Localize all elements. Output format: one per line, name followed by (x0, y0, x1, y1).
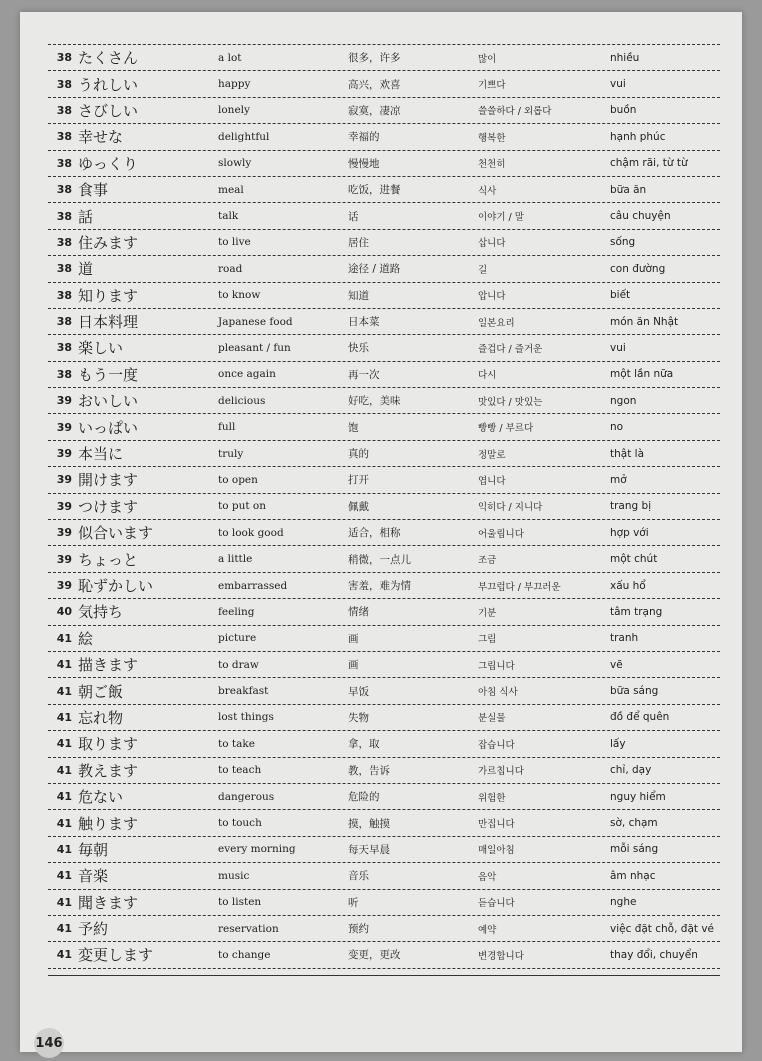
korean-translation: 분실물 (478, 713, 506, 725)
vocab-row (48, 916, 720, 942)
japanese-word: ゆっくり (78, 154, 138, 173)
japanese-word: 変更します (78, 946, 154, 965)
korean-translation: 기분 (478, 607, 497, 619)
chinese-translation: 打开 (348, 474, 369, 487)
english-translation: to put on (218, 500, 267, 513)
korean-translation: 위험한 (478, 792, 506, 804)
entry-number: 39 (56, 499, 72, 513)
english-translation: music (218, 869, 250, 882)
chinese-translation: 听 (348, 896, 359, 909)
vocab-row (48, 71, 720, 97)
japanese-word: 絵 (78, 629, 94, 648)
english-translation: to touch (218, 817, 262, 830)
korean-translation: 예약 (478, 924, 497, 936)
entry-number: 41 (56, 737, 72, 751)
japanese-word: 開けます (78, 471, 139, 490)
chinese-translation: 变更，更改 (348, 949, 401, 962)
vietnamese-translation: no (610, 421, 624, 434)
chinese-translation: 高兴，欢喜 (348, 78, 401, 91)
english-translation: to draw (218, 658, 259, 671)
vocab-row (48, 256, 720, 282)
entry-number: 39 (56, 579, 72, 592)
entry-number: 39 (56, 552, 72, 566)
english-translation: to change (218, 948, 271, 961)
english-translation: lost things (218, 711, 274, 724)
chinese-translation: 教，告诉 (348, 764, 390, 777)
entry-number: 39 (56, 420, 72, 434)
japanese-word: つけます (78, 497, 139, 516)
vietnamese-translation: nguy hiểm (610, 790, 666, 803)
vocab-row (48, 705, 720, 731)
chinese-translation: 早饭 (348, 685, 369, 698)
vocab-row (48, 283, 720, 309)
vietnamese-translation: bữa ăn (610, 183, 647, 196)
entry-number: 39 (56, 526, 72, 540)
vocab-row (48, 151, 720, 177)
vietnamese-translation: xấu hổ (610, 579, 646, 592)
vietnamese-translation: mở (610, 473, 627, 486)
entry-number: 38 (56, 130, 72, 144)
entry-number: 38 (56, 183, 72, 197)
vocab-row (48, 890, 720, 916)
vietnamese-translation: vui (610, 78, 626, 91)
japanese-word: いっぱい (78, 418, 139, 437)
chinese-translation: 稍微，一点儿 (348, 553, 411, 566)
english-translation: feeling (218, 605, 255, 618)
entry-number: 41 (56, 816, 72, 830)
vietnamese-translation: thật là (610, 447, 645, 460)
english-translation: to listen (218, 896, 262, 909)
vietnamese-translation: hạnh phúc (610, 130, 666, 143)
entry-number: 38 (56, 235, 72, 249)
entry-number: 38 (56, 262, 72, 276)
japanese-word: 道 (78, 260, 94, 279)
english-translation: to open (218, 473, 258, 486)
vocab-row (48, 309, 720, 335)
vietnamese-translation: biết (610, 289, 631, 302)
korean-translation: 아침 식사 (478, 687, 518, 699)
english-translation: a little (218, 553, 253, 566)
vocab-row (48, 678, 720, 704)
korean-translation: 빵빵 / 부르다 (478, 423, 534, 435)
korean-translation: 매일아침 (478, 845, 515, 857)
vietnamese-translation: bữa sáng (610, 685, 659, 698)
vietnamese-translation: nghe (610, 896, 637, 909)
korean-translation: 길 (478, 264, 488, 276)
vietnamese-translation: lấy (610, 737, 626, 750)
entry-number: 41 (56, 922, 72, 936)
korean-translation: 천천히 (478, 159, 506, 171)
vietnamese-translation: vẽ (610, 658, 623, 671)
vocab-row (48, 467, 720, 493)
vietnamese-translation: con đường (610, 262, 666, 275)
entry-number: 38 (56, 315, 72, 329)
page-number: 146 (34, 1028, 64, 1058)
korean-translation: 부끄럽다 / 부끄러운 (478, 581, 561, 593)
korean-translation: 잡습니다 (478, 739, 515, 751)
vocab-row (48, 441, 720, 467)
vietnamese-translation: âm nhạc (610, 869, 656, 882)
chinese-translation: 真的 (348, 448, 369, 461)
korean-translation: 변경합니다 (478, 950, 524, 962)
vocab-row (48, 573, 720, 599)
japanese-word: 幸せな (78, 128, 124, 147)
vocab-row (48, 520, 720, 546)
korean-translation: 음악 (478, 871, 497, 883)
vocab-row (48, 177, 720, 203)
english-translation: truly (218, 447, 244, 460)
chinese-translation: 饱 (348, 421, 359, 434)
chinese-translation: 日本菜 (348, 316, 380, 329)
entry-number: 38 (56, 156, 72, 170)
japanese-word: 聞きます (78, 893, 139, 912)
chinese-translation: 音乐 (348, 870, 369, 883)
english-translation: embarrassed (218, 579, 288, 592)
english-translation: reservation (218, 922, 279, 935)
english-translation: to take (218, 737, 255, 750)
chinese-translation: 居住 (348, 236, 369, 249)
english-translation: pleasant / fun (218, 341, 291, 354)
vietnamese-translation: sờ, chạm (610, 817, 658, 830)
chinese-translation: 寂寞，凄凉 (348, 104, 401, 117)
vietnamese-translation: sống (610, 236, 636, 249)
vietnamese-translation: đồ để quên (610, 711, 670, 724)
korean-translation: 행복한 (478, 132, 506, 144)
english-translation: talk (218, 210, 239, 223)
japanese-word: 本当に (78, 445, 124, 464)
vietnamese-translation: thay đổi, chuyển (610, 948, 698, 961)
chinese-translation: 幸福的 (348, 131, 380, 144)
japanese-word: 毎朝 (78, 840, 109, 859)
english-translation: to look good (218, 526, 284, 539)
vietnamese-translation: món ăn Nhật (610, 315, 679, 328)
japanese-word: もう一度 (78, 365, 139, 384)
vietnamese-translation: chậm rãi, từ từ (610, 157, 688, 170)
vietnamese-translation: chỉ, dạy (610, 764, 652, 777)
chinese-translation: 画 (348, 659, 359, 672)
english-translation: meal (218, 183, 244, 196)
english-translation: delicious (218, 394, 266, 407)
korean-translation: 쓸쓸하다 / 외롭다 (478, 106, 552, 118)
korean-translation: 정말로 (478, 449, 506, 461)
entry-number: 41 (56, 842, 72, 856)
entry-number: 41 (56, 763, 72, 777)
japanese-word: ちょっと (78, 550, 139, 569)
korean-translation: 맛있다 / 맛있는 (478, 396, 543, 408)
entry-number: 39 (56, 394, 72, 408)
english-translation: full (218, 421, 236, 434)
vocab-row (48, 98, 720, 124)
korean-translation: 듣습니다 (478, 898, 515, 910)
vietnamese-translation: trang bị (610, 500, 652, 513)
japanese-word: たくさん (78, 49, 139, 68)
japanese-word: 音楽 (78, 867, 109, 886)
vocab-row (48, 362, 720, 388)
chinese-translation: 情绪 (348, 606, 369, 619)
japanese-word: 朝ご飯 (78, 682, 124, 701)
korean-translation: 다시 (478, 370, 497, 382)
japanese-word: 気持ち (78, 603, 124, 622)
entry-number: 38 (56, 367, 72, 381)
english-translation: every morning (218, 843, 296, 856)
bottom-rule (48, 975, 720, 976)
vietnamese-translation: buồn (610, 104, 637, 117)
japanese-word: おいしい (78, 392, 139, 411)
chinese-translation: 途径 / 道路 (348, 263, 401, 276)
book-page (20, 12, 742, 1052)
chinese-translation: 再一次 (348, 368, 380, 381)
vocab-row (48, 414, 720, 440)
entry-number: 41 (56, 895, 72, 909)
entry-number: 41 (56, 790, 72, 804)
vocab-row (48, 599, 720, 625)
korean-translation: 일본요리 (478, 317, 515, 329)
english-translation: to know (218, 289, 261, 302)
chinese-translation: 慢慢地 (348, 157, 380, 170)
japanese-word: 日本料理 (78, 313, 139, 332)
english-translation: lonely (218, 104, 250, 117)
korean-translation: 그림 (478, 634, 497, 646)
english-translation: road (218, 262, 243, 275)
english-translation: breakfast (218, 685, 269, 698)
korean-translation: 익히다 / 지니다 (478, 502, 543, 514)
japanese-word: さびしい (78, 101, 139, 120)
japanese-word: 忘れ物 (78, 708, 124, 727)
japanese-word: うれしい (78, 75, 139, 94)
korean-translation: 가르칩니다 (478, 766, 524, 778)
entry-number: 38 (56, 209, 72, 223)
entry-number: 41 (56, 684, 72, 698)
english-translation: delightful (218, 130, 270, 143)
entry-number: 38 (56, 77, 72, 91)
vocab-row (48, 494, 720, 520)
japanese-word: 教えます (78, 761, 139, 780)
vocab-row (48, 863, 720, 889)
vietnamese-translation: tâm trạng (610, 605, 663, 618)
entry-number: 39 (56, 447, 72, 461)
japanese-word: 触ります (78, 814, 139, 833)
chinese-translation: 画 (348, 632, 359, 645)
korean-translation: 식사 (478, 185, 497, 197)
japanese-word: 楽しい (78, 339, 124, 358)
vocab-row (48, 335, 720, 361)
chinese-translation: 吃饭，进餐 (348, 184, 401, 197)
vietnamese-translation: tranh (610, 632, 639, 645)
entry-number: 41 (56, 658, 72, 672)
korean-translation: 즐겁다 / 즐거운 (478, 343, 543, 355)
entry-number: 38 (56, 288, 72, 302)
chinese-translation: 话 (348, 210, 359, 223)
chinese-translation: 很多，许多 (348, 52, 401, 65)
english-translation: to live (218, 236, 251, 249)
chinese-translation: 佩戴 (348, 500, 369, 513)
english-translation: Japanese food (218, 315, 293, 328)
vietnamese-translation: vui (610, 341, 626, 354)
korean-translation: 삽니다 (478, 238, 506, 250)
vocabulary-table (48, 44, 720, 969)
chinese-translation: 快乐 (348, 342, 369, 355)
korean-translation: 어울립니다 (478, 528, 524, 540)
japanese-word: 恥ずかしい (78, 577, 154, 595)
chinese-translation: 害羞，难为情 (348, 580, 411, 592)
korean-translation: 이야기 / 말 (478, 212, 524, 224)
vietnamese-translation: việc đặt chỗ, đặt vé (610, 922, 715, 935)
vocab-row (48, 652, 720, 678)
japanese-word: 似合います (78, 524, 154, 543)
vocab-row (48, 626, 720, 652)
japanese-word: 描きます (78, 656, 139, 675)
english-translation: happy (218, 78, 251, 91)
entry-number: 41 (56, 948, 72, 962)
korean-translation: 압니다 (478, 291, 506, 303)
vietnamese-translation: mỗi sáng (610, 843, 659, 856)
vocab-row (48, 45, 720, 71)
vietnamese-translation: câu chuyện (610, 210, 671, 223)
entry-number: 38 (56, 51, 72, 65)
vietnamese-translation: nhiều (610, 51, 640, 64)
english-translation: to teach (218, 764, 262, 777)
chinese-translation: 好吃，美味 (348, 395, 401, 408)
korean-translation: 기쁘다 (478, 80, 506, 92)
japanese-word: 危ない (78, 788, 124, 807)
chinese-translation: 知道 (348, 289, 369, 302)
chinese-translation: 危险的 (348, 791, 380, 804)
korean-translation: 조금 (478, 555, 497, 567)
japanese-word: 取ります (78, 735, 139, 754)
vietnamese-translation: hợp với (610, 526, 649, 539)
vocab-row (48, 810, 720, 836)
entry-number: 39 (56, 473, 72, 487)
vocab-row (48, 124, 720, 150)
chinese-translation: 预约 (348, 923, 369, 936)
vietnamese-translation: một chút (610, 553, 658, 566)
entry-number: 38 (56, 341, 72, 355)
japanese-word: 住みます (78, 233, 139, 252)
entry-number: 41 (56, 631, 72, 645)
vocab-row (48, 837, 720, 863)
vocab-row (48, 388, 720, 414)
english-translation: once again (218, 368, 276, 381)
japanese-word: 知ります (78, 286, 139, 305)
chinese-translation: 摸，触摸 (348, 817, 390, 830)
vocab-row (48, 230, 720, 256)
vocab-row (48, 784, 720, 810)
japanese-word: 予約 (78, 920, 109, 939)
english-translation: a lot (218, 51, 242, 64)
vocab-row (48, 758, 720, 784)
korean-translation: 엽니다 (478, 475, 506, 487)
korean-translation: 만집니다 (478, 819, 515, 831)
vocab-row (48, 731, 720, 757)
entry-number: 41 (56, 710, 72, 724)
entry-number: 40 (56, 605, 72, 619)
vietnamese-translation: ngon (610, 394, 637, 407)
entry-number: 38 (56, 103, 72, 117)
vocab-row (48, 546, 720, 572)
english-translation: picture (218, 632, 257, 645)
japanese-word: 話 (78, 207, 94, 226)
korean-translation: 그립니다 (478, 660, 515, 672)
english-translation: dangerous (218, 790, 275, 803)
vietnamese-translation: một lần nữa (610, 368, 674, 381)
korean-translation: 많이 (478, 53, 497, 65)
vocab-row (48, 203, 720, 229)
chinese-translation: 拿，取 (348, 738, 380, 751)
entry-number: 41 (56, 869, 72, 883)
japanese-word: 食事 (78, 181, 109, 200)
english-translation: slowly (218, 157, 252, 170)
vocab-row (48, 942, 720, 968)
chinese-translation: 每天早晨 (348, 843, 390, 856)
chinese-translation: 适合，相称 (348, 527, 401, 540)
chinese-translation: 失物 (348, 711, 369, 724)
